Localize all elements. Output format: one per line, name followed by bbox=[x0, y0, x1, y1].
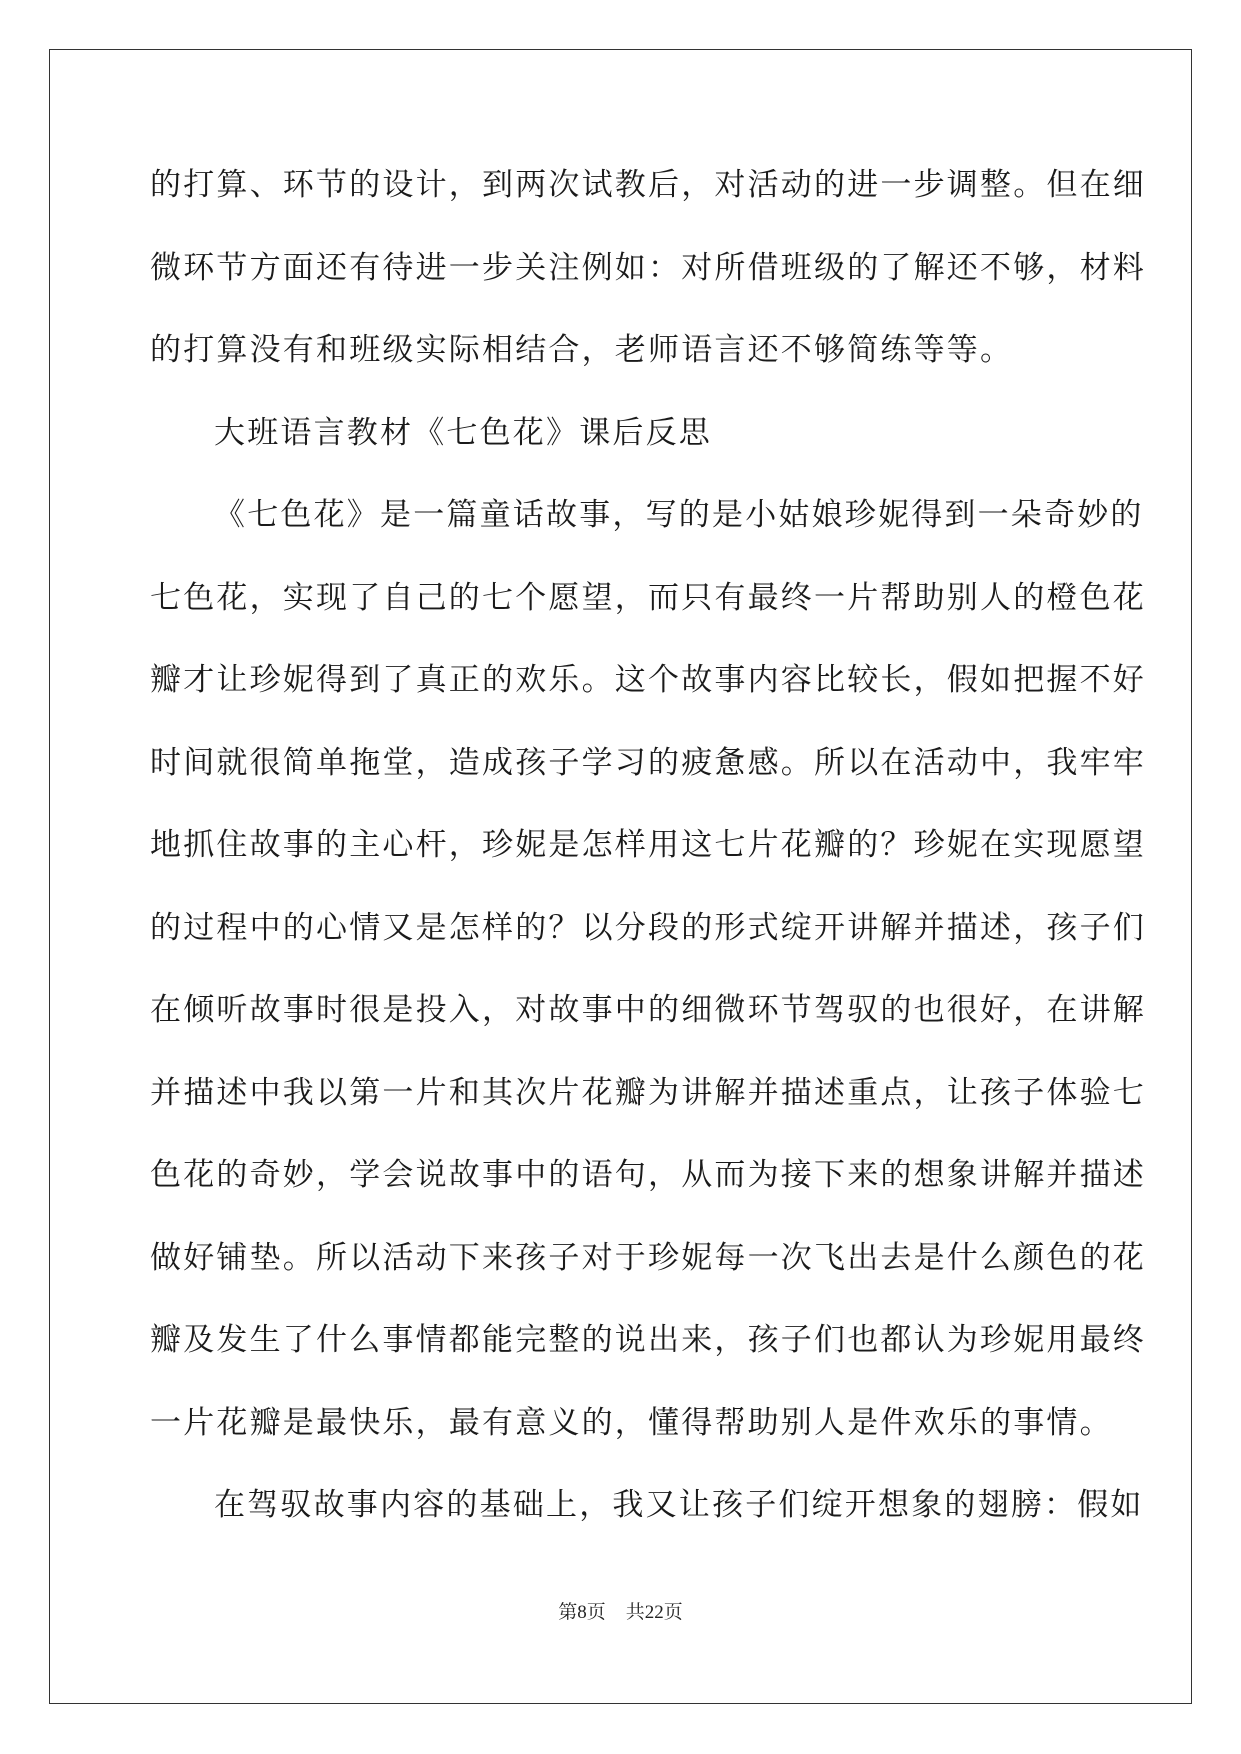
section-heading: 大班语言教材《七色花》课后反思 bbox=[214, 414, 712, 451]
text-line: 时间就很简单拖堂，造成孩子学习的疲惫感。所以在活动中，我牢牢 bbox=[150, 744, 1146, 781]
page-number: 第8页 bbox=[558, 1602, 606, 1623]
page-footer bbox=[0, 1597, 1241, 1624]
text-line: 的打算没有和班级实际相结合，老师语言还不够简练等等。 bbox=[150, 332, 1014, 368]
text-line: 并描述中我以第一片和其次片花瓣为讲解并描述重点，让孩子体验七 bbox=[150, 1074, 1146, 1111]
text-line: 做好铺垫。所以活动下来孩子对于珍妮每一次飞出去是什么颜色的花 bbox=[150, 1239, 1146, 1276]
text-line: 一片花瓣是最快乐，最有意义的，懂得帮助别人是件欢乐的事情。 bbox=[150, 1404, 1113, 1441]
document-body bbox=[150, 160, 1146, 1563]
text-line: 在驾驭故事内容的基础上，我又让孩子们绽开想象的翅膀：假如 bbox=[214, 1487, 1144, 1523]
text-line: 地抓住故事的主心杆，珍妮是怎样用这七片花瓣的？珍妮在实现愿望 bbox=[150, 827, 1146, 863]
text-line: 微环节方面还有待进一步关注例如：对所借班级的了解还不够，材料 bbox=[150, 249, 1146, 286]
text-line: 七色花，实现了自己的七个愿望，而只有最终一片帮助别人的橙色花 bbox=[150, 579, 1146, 616]
text-line: 瓣才让珍妮得到了真正的欢乐。这个故事内容比较长，假如把握不好 bbox=[150, 662, 1146, 698]
text-line: 的打算、环节的设计，到两次试教后，对活动的进一步调整。但在细 bbox=[150, 167, 1146, 203]
text-line: 的过程中的心情又是怎样的？以分段的形式绽开讲解并描述，孩子们 bbox=[150, 909, 1146, 946]
text-line: 在倾听故事时很是投入，对故事中的细微环节驾驭的也很好，在讲解 bbox=[150, 992, 1146, 1028]
text-line: 色花的奇妙，学会说故事中的语句，从而为接下来的想象讲解并描述 bbox=[150, 1157, 1146, 1193]
page-total: 共22页 bbox=[625, 1602, 683, 1623]
text-line: 瓣及发生了什么事情都能完整的说出来，孩子们也都认为珍妮用最终 bbox=[150, 1322, 1146, 1358]
text-line: 《七色花》是一篇童话故事，写的是小姑娘珍妮得到一朵奇妙的 bbox=[214, 497, 1144, 533]
